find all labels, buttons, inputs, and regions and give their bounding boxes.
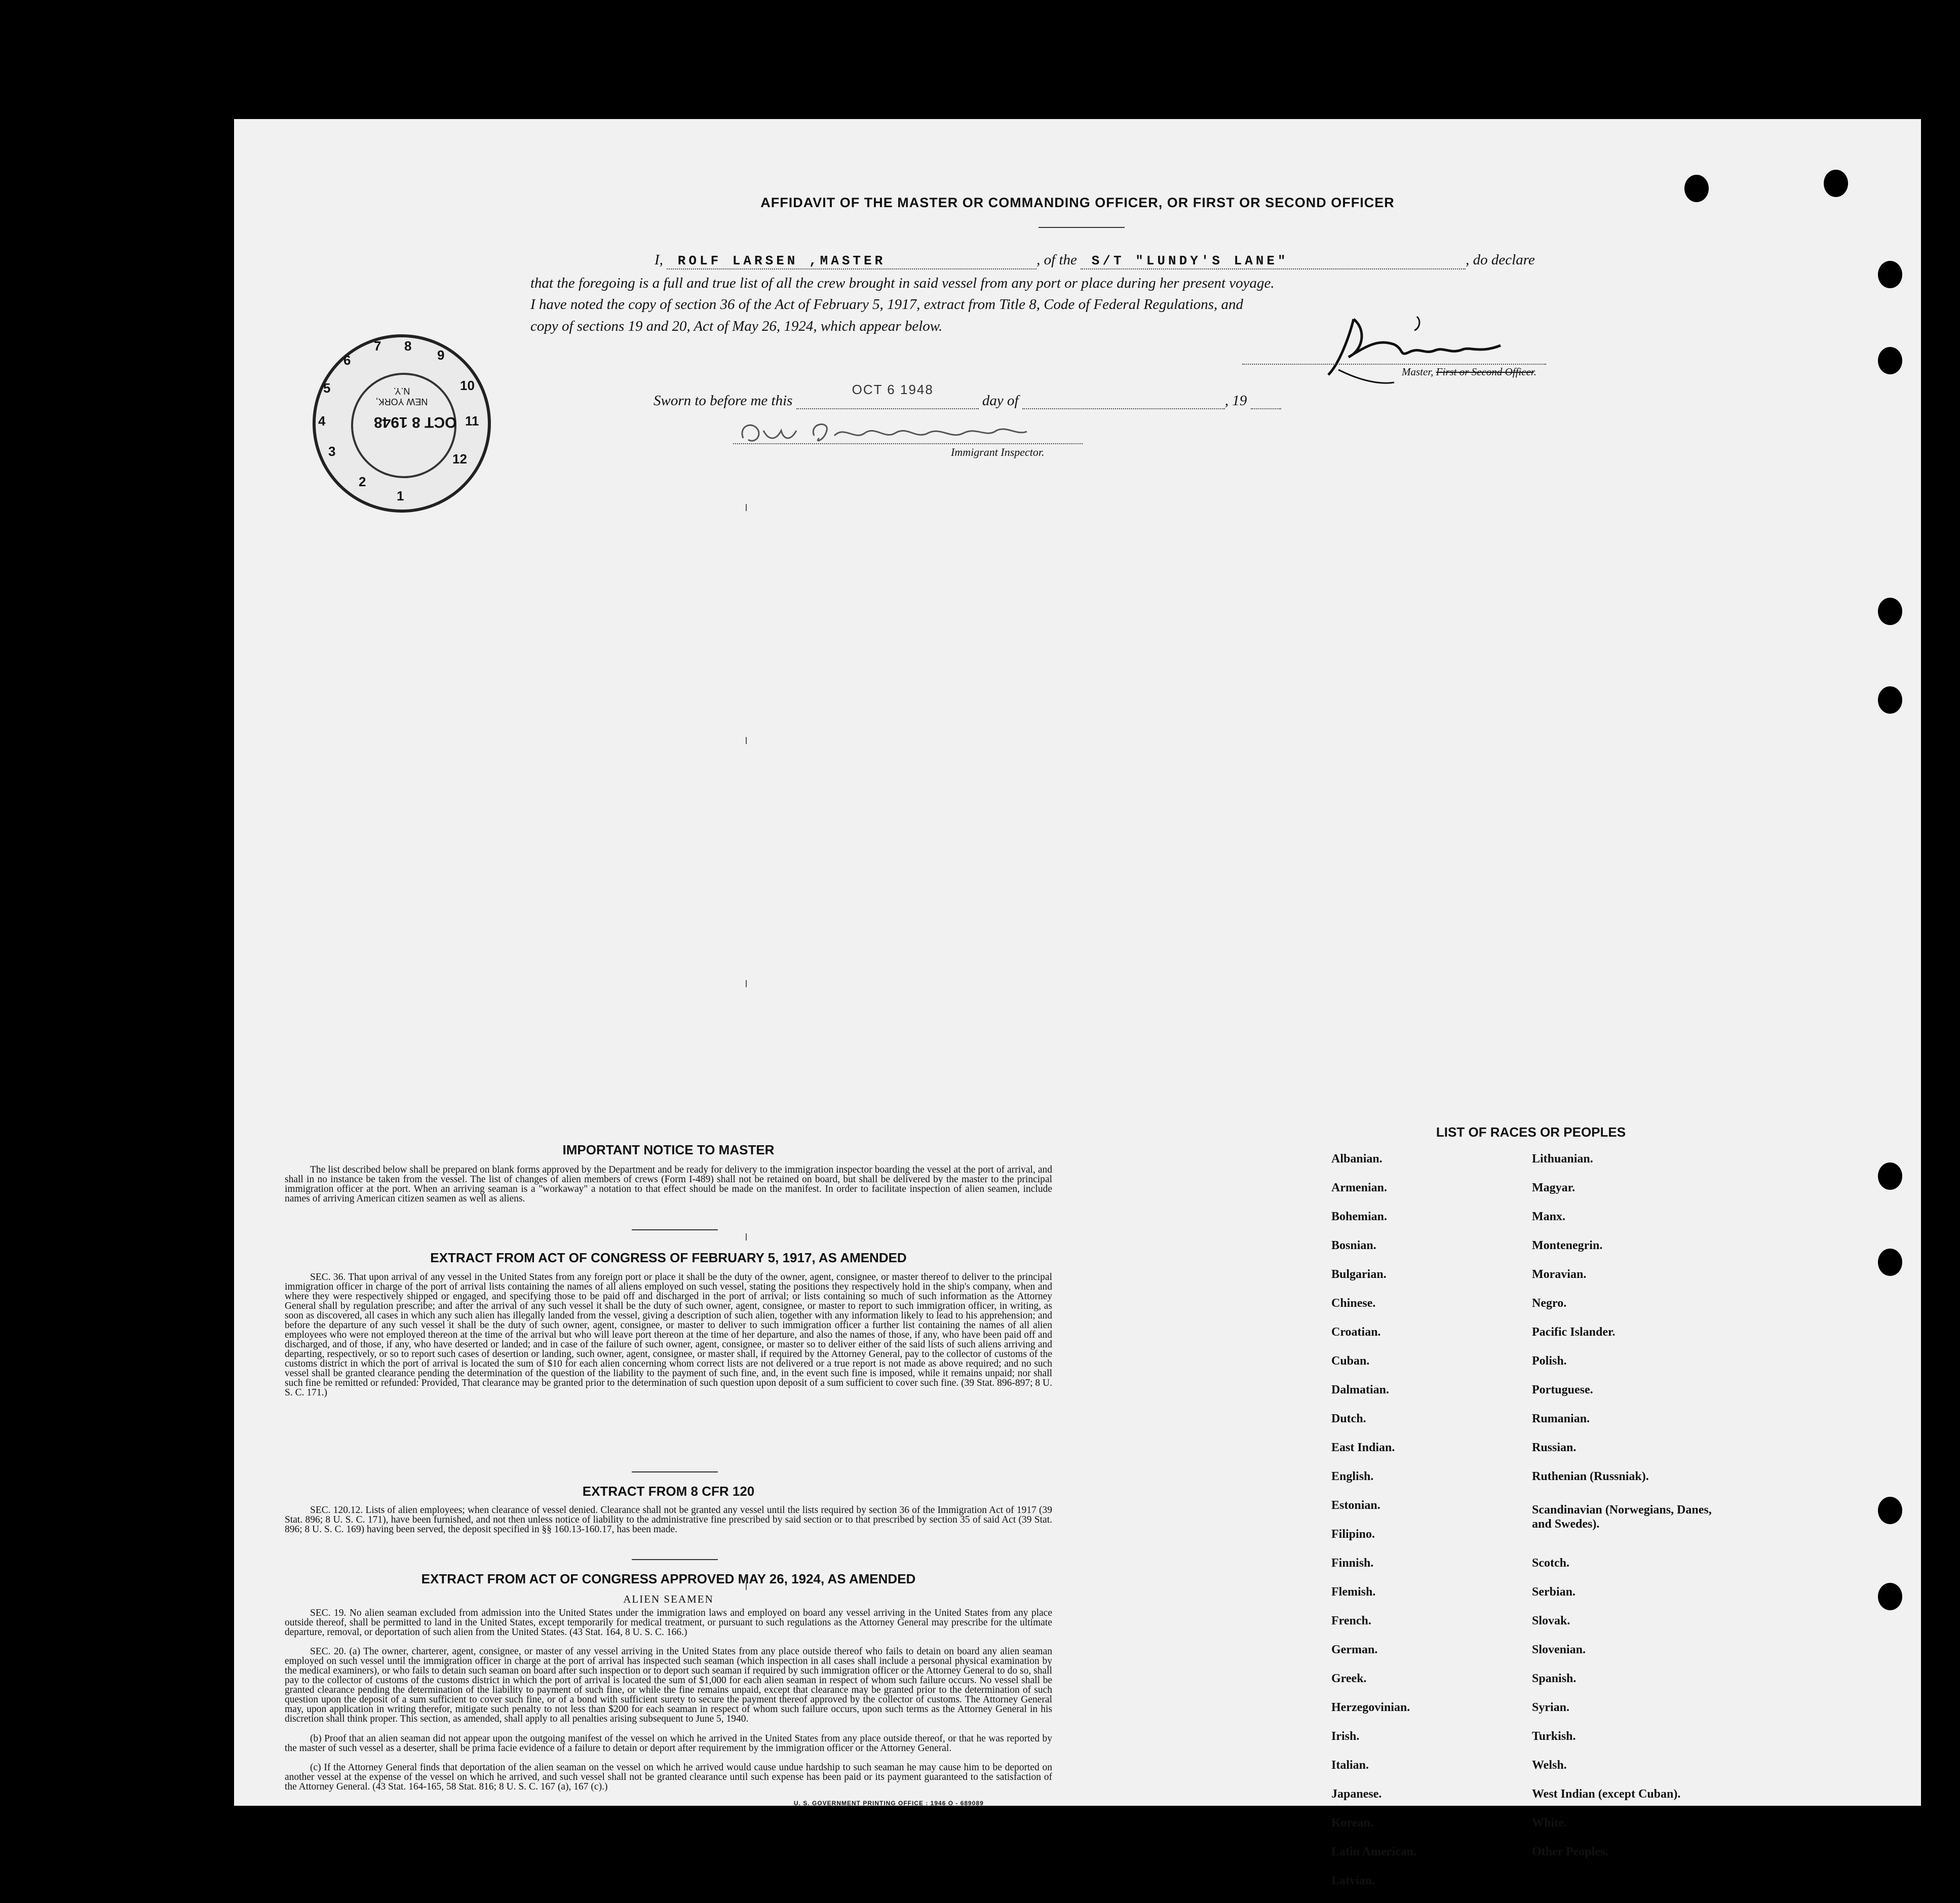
race-item: Latin American. xyxy=(1331,1845,1416,1858)
officer-label-struck: First or Second Officer xyxy=(1436,366,1534,378)
master-signature-line xyxy=(1242,364,1546,365)
sworn-date-stamp: OCT 6 1948 xyxy=(852,382,934,397)
race-item: Flemish. xyxy=(1331,1585,1376,1599)
stamp-number: 12 xyxy=(452,451,467,467)
notice-heading: IMPORTANT NOTICE TO MASTER xyxy=(562,1142,775,1157)
year-label: , 19 xyxy=(1224,393,1247,409)
extract-8cfr-heading: EXTRACT FROM 8 CFR 120 xyxy=(582,1484,755,1499)
race-item: Chinese. xyxy=(1331,1297,1376,1310)
stamp-number: 5 xyxy=(323,380,331,396)
race-item: Greek. xyxy=(1331,1672,1367,1685)
race-item: Rumanian. xyxy=(1532,1412,1590,1425)
race-item: Montenegrin. xyxy=(1532,1239,1603,1252)
race-item: Syrian. xyxy=(1532,1701,1570,1714)
section-rule xyxy=(632,1559,718,1560)
master-name-value: ROLF LARSEN ,MASTER xyxy=(677,253,886,268)
immigration-date-stamp xyxy=(313,334,491,513)
extract-8cfr-body: SEC. 120.12. Lists of alien employees; when clearance of vessel denied. Clearance shall not be granted any vessel until the lists required by section 36 of the Immigration Act of 1917 (39 Stat. 896; 8 U. S. C. 171), have been furnished, and not then unless notice of liability to the administrative fine prescribed by said section or to that prescribed by section 35 of said Act (39 Stat. 896; 8 U. S. C. 169) having been served, the deposit specified in §§ 160.13-160.17, has been made. xyxy=(285,1505,1052,1535)
stamp-number: 9 xyxy=(437,347,445,363)
race-item: Welsh. xyxy=(1532,1759,1567,1772)
stamp-number: 4 xyxy=(318,413,326,429)
race-item: Filipino. xyxy=(1331,1528,1375,1541)
sworn-line xyxy=(654,382,1281,409)
stamp-number: 3 xyxy=(328,444,336,459)
section-rule xyxy=(632,1229,718,1230)
race-item: Bohemian. xyxy=(1331,1210,1388,1223)
binder-hole xyxy=(1878,1162,1902,1190)
race-item: Estonian. xyxy=(1331,1499,1380,1512)
section-rule xyxy=(632,1471,718,1472)
extract-1917-body: SEC. 36. That upon arrival of any vessel in the United States from any foreign port or place it shall be the duty of the owner, agent, consignee, or master thereof to deliver to the principal immigration officer in charge of the port of arrival lists containing the names of all aliens employed on such vessel, stating the positions they respectively hold in the ship's company, when and where they were respectively shipped or engaged, and specifying those to be paid off and discharged in the port of arrival; or lists containing so much of such information as the Attorney General shall by regulation prescribe; and after the arrival of any such vessel it shall be the duty of such owner, agent, consignee, or master to report to such immigration officer, in writing, as soon as discovered, all cases in which any such alien has illegally landed from the vessel, giving a description of such alien, together with any information likely to lead to his apprehension; and before the departure of any such vessel it shall be the duty of such owner, agent, consignee, or master to deliver to such immigration officer a further list containing the names of all alien employees who were not employed thereon at the time of the arrival but who will leave port thereon at the time of her departure, and also the names of those, if any, who have been paid off and discharged, and of those, if any, who have deserted or landed; and in case of the failure of such owner, agent, consignee, or master so to deliver either of the said lists of such aliens arriving and departing, respectively, or so to report such cases of desertion or landing, such owner, agent, consignee, or master shall, if required by the Attorney General, pay to the collector of customs of the customs district in which the port of arrival is located the sum of $10 for each alien concerning whom correct lists are not delivered or a true report is not made as above required; and no such vessel shall be granted clearance pending the determination of the question of the liability to the payment of such fine, and, in the event such fine is imposed, while it remains unpaid; nor shall such fine be remitted or refunded: Provided, That clearance may be granted prior to the determination of such question upon deposit of a sum sufficient to cover such fine. (39 Stat. 896-897; 8 U. S. C. 171.) xyxy=(285,1272,1052,1398)
extract-1924-sec19: SEC. 19. No alien seaman excluded from admission into the United States under the immigration laws and employed on board any vessel arriving in the United States from any place outside thereof, shall be permitted to land in the United States, except temporarily for medical treatment, or pursuant to such regulations as the Attorney General may prescribe for the ultimate departure, removal, or deportation of such alien from the United States. (43 Stat. 164, 8 U. S. C. 166.) xyxy=(285,1608,1052,1638)
stamp-number: 6 xyxy=(343,353,351,368)
master-name-field xyxy=(667,253,1036,269)
extract-1924-sec20b: (b) Proof that an alien seaman did not appear upon the outgoing manifest of the vessel on which he arrived in the United States from any place outside thereof, or that he was reported by the master of such vessel as a deserter, shall be prima facie evidence of a failure to detain or deport after requirement by the immigration officer or the Attorney General. xyxy=(285,1733,1052,1754)
races-column-2 xyxy=(1532,1152,1775,1874)
stamp-number: 8 xyxy=(404,338,412,354)
race-item: Pacific Islander. xyxy=(1532,1326,1616,1339)
sworn-year-field xyxy=(1251,393,1281,409)
race-item: Dutch. xyxy=(1331,1412,1366,1425)
race-item: Slovenian. xyxy=(1532,1643,1586,1656)
of-the-label: , of the xyxy=(1036,252,1077,268)
race-item: Croatian. xyxy=(1331,1326,1381,1339)
race-item: Manx. xyxy=(1532,1210,1565,1223)
stamp-date: OCT 8 1948 xyxy=(374,414,457,431)
column-mark xyxy=(746,980,747,987)
race-item: Bosnian. xyxy=(1331,1239,1376,1252)
race-item: Negro. xyxy=(1532,1297,1567,1310)
title-rule xyxy=(1039,227,1125,228)
race-item: Slovak. xyxy=(1532,1614,1570,1627)
binder-hole xyxy=(1878,1249,1902,1276)
affidavit-line-4: copy of sections 19 and 20, Act of May 26, 1924, which appear below. xyxy=(530,318,943,334)
extract-1924-sec20a: SEC. 20. (a) The owner, charterer, agent, consignee, or master of any vessel arriving in the United States from any place outside thereof who fails to detain on board any alien seaman employed on such vessel until the immigration officer in charge at the port of arrival has inspected such seaman (which inspection in all cases shall include a personal physical examination by the medical examiners), or who fails to detain such seaman on board after such inspection or to deport such seaman if required by such immigration officer or the Attorney General to do so, shall pay to the collector of customs of the customs district in which the port of arrival is located the sum of $1,000 for each alien seaman in respect of whom such failure occurs. No vessel shall be granted clearance pending the determination of the liability to payment of such fine, or while the fine remains unpaid, except that clearance may be granted prior to the determination of such question upon the deposit of a sum sufficient to cover such fine, or of a bond with sufficient surety to secure the payment thereof approved by the collector of customs. The Attorney General may, upon application in writing therefor, mitigate such penalty to not less than $200 for each seaman in respect of whom such failure occurs, upon such terms as the Attorney General in his discretion shall think proper. This section, as amended, shall apply to all penalties arising subsequent to June 5, 1940. xyxy=(285,1646,1052,1724)
race-item: Ruthenian (Russniak). xyxy=(1532,1470,1649,1483)
race-item: Scotch. xyxy=(1532,1557,1569,1570)
affidavit-line-2: that the foregoing is a full and true list of all the crew brought in said vessel from any port or place during her present voyage. xyxy=(530,275,1275,291)
race-item: Italian. xyxy=(1331,1759,1369,1772)
extract-1924-heading: EXTRACT FROM ACT OF CONGRESS APPROVED MAY 26, 1924, AS AMENDED xyxy=(421,1571,916,1586)
race-item: Irish. xyxy=(1331,1730,1360,1743)
binder-hole xyxy=(1878,347,1902,374)
vessel-name-value: S/T "LUNDY'S LANE" xyxy=(1091,253,1289,268)
affidavit-title: AFFIDAVIT OF THE MASTER OR COMMANDING OFFICER, OR FIRST OR SECOND OFFICER xyxy=(760,195,1395,210)
stamp-number: 2 xyxy=(359,474,366,489)
stamp-number: 7 xyxy=(374,338,381,354)
column-mark xyxy=(746,737,747,744)
master-label-period: . xyxy=(1533,366,1536,378)
sworn-day-field xyxy=(796,382,979,409)
race-item: Latvian. xyxy=(1331,1874,1375,1887)
race-item: German. xyxy=(1331,1643,1378,1656)
extract-1917-heading: EXTRACT FROM ACT OF CONGRESS OF FEBRUARY 5, 1917, AS AMENDED xyxy=(430,1250,907,1265)
race-item: Portuguese. xyxy=(1532,1383,1593,1396)
races-column-1 xyxy=(1331,1152,1519,1903)
race-item: Japanese. xyxy=(1331,1788,1382,1801)
affidavit-line-3: I have noted the copy of section 36 of the Act of February 5, 1917, extract from Title 8, Code of Federal Regulations, and xyxy=(530,296,1244,313)
race-item: Herzegovinian. xyxy=(1331,1701,1410,1714)
race-item: East Indian. xyxy=(1331,1441,1395,1454)
binder-hole xyxy=(1824,170,1848,197)
notice-body: The list described below shall be prepared on blank forms approved by the Department and be ready for delivery to the immigration inspector boarding the vessel at the port of arrival, and shall in no instance be taken from the vessel. The list of changes of alien members of crews (Form I-489) shall not be retained on board, but shall be delivered by the master to the principal immigration officer at the port. When an arriving seaman is a "workaway" a notation to that effect should be made on the manifest. In order to facilitate inspection of alien seamen, include names of arriving American citizen seamen as well as aliens. xyxy=(285,1164,1052,1204)
race-item: Armenian. xyxy=(1331,1181,1387,1194)
race-item: Korean. xyxy=(1331,1816,1373,1830)
column-mark xyxy=(746,1233,747,1240)
stamp-number: 1 xyxy=(397,488,404,503)
vessel-name-field xyxy=(1081,253,1466,269)
race-item: Spanish. xyxy=(1532,1672,1577,1685)
extract-1924-sec20c: (c) If the Attorney General finds that deportation of the alien seaman on the vessel on which he arrived would cause undue hardship to such seaman he may cause him to be deported on another vessel at the expense of the vessel on which he arrived, and such vessel shall not be granted clearance until such expense has been paid or its payment guaranteed to the satisfaction of the Attorney General. (43 Stat. 164-165, 58 Stat. 816; 8 U. S. C. 167 (a), 167 (c).) xyxy=(285,1762,1052,1792)
race-item: Lithuanian. xyxy=(1532,1152,1593,1166)
race-item: Scandinavian (Norwegians, Danes, and Swedes). xyxy=(1532,1503,1712,1531)
stamp-city: NEW YORK, N.Y. xyxy=(375,386,428,407)
master-signature-label xyxy=(1402,366,1536,378)
master-label: Master, xyxy=(1402,366,1434,378)
race-item: Finnish. xyxy=(1331,1557,1374,1570)
binder-hole xyxy=(1878,1497,1902,1524)
extract-1924-subheading: ALIEN SEAMEN xyxy=(623,1593,714,1605)
race-item: Albanian. xyxy=(1331,1152,1382,1166)
race-item: Polish. xyxy=(1532,1354,1567,1368)
stamp-number: 10 xyxy=(460,378,475,393)
race-item: Cuban. xyxy=(1331,1354,1370,1368)
document-page xyxy=(234,119,1921,1887)
race-item: Russian. xyxy=(1532,1441,1577,1454)
printing-office-footer: U. S. GOVERNMENT PRINTING OFFICE : 1946 O - 689089 xyxy=(794,1800,984,1807)
race-item: Serbian. xyxy=(1532,1585,1576,1599)
binder-hole xyxy=(1878,261,1902,288)
race-item: West Indian (except Cuban). xyxy=(1532,1788,1681,1801)
binder-hole xyxy=(1878,1583,1902,1610)
race-item: Moravian. xyxy=(1532,1268,1587,1281)
day-of-label: day of xyxy=(982,393,1019,409)
inspector-signature-line xyxy=(733,443,1083,444)
binder-hole xyxy=(1878,598,1902,625)
stamp-number: 11 xyxy=(465,413,479,429)
race-item: Bulgarian. xyxy=(1331,1268,1387,1281)
binder-hole xyxy=(1878,686,1902,714)
column-mark xyxy=(746,504,747,511)
inspector-label: Immigrant Inspector. xyxy=(951,446,1045,458)
races-heading: LIST OF RACES OR PEOPLES xyxy=(1436,1124,1626,1140)
sworn-month-field xyxy=(1022,393,1225,409)
race-item: English. xyxy=(1331,1470,1374,1483)
affidavit-line-1 xyxy=(655,252,1810,269)
race-item: Other Peoples. xyxy=(1532,1845,1608,1858)
race-item: French. xyxy=(1331,1614,1371,1627)
race-item: White. xyxy=(1532,1816,1567,1830)
do-declare-label: , do declare xyxy=(1466,252,1535,268)
sworn-label: Sworn to before me this xyxy=(654,393,793,409)
affidavit-pronoun: I, xyxy=(655,252,663,268)
race-item: Turkish. xyxy=(1532,1730,1576,1743)
race-item: Magyar. xyxy=(1532,1181,1575,1194)
race-item: Dalmatian. xyxy=(1331,1383,1389,1396)
